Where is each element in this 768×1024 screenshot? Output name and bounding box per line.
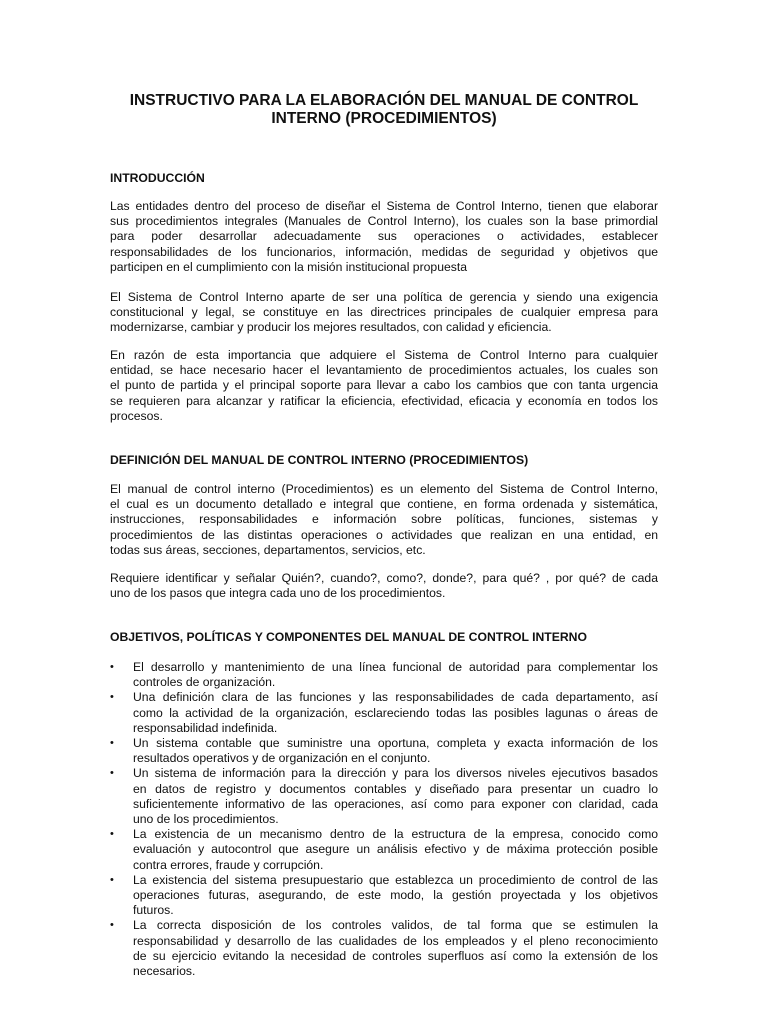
- bullet-icon: •: [110, 737, 114, 750]
- text-line: el cual es un documento detallado e integral que contiene, en forma ordenada y sistemática,: [110, 497, 658, 512]
- text-line: controles de organización.: [133, 675, 276, 690]
- text-line: En razón de esta importancia que adquiere el Sistema de Control Interno para cualquier: [110, 348, 658, 362]
- text-line: Un sistema contable que suministre una oportuna, completa y exacta información de los: [133, 736, 658, 751]
- text-line: en datos de registro y documentos contables y diseñado para presentar un cuadro lo: [133, 781, 658, 796]
- text-line: como la actividad de la organización, esclareciendo todas las posibles lagunas o áreas de: [133, 705, 658, 720]
- text-line: El manual de control interno (Procedimientos) es un elemento del Sistema de Control Interno,: [110, 482, 658, 496]
- text-line: Una definición clara de las funciones y las responsabilidades de cada departamento, así: [133, 690, 658, 705]
- text-line: el punto de partida y el principal soporte para llevar a cabo los cambios que con tanta urgencia: [110, 378, 658, 393]
- text-line: Las entidades dentro del proceso de diseñar el Sistema de Control Interno, tienen que elaborar: [110, 199, 658, 213]
- text-line: participen en el cumplimiento con la misión institucional propuesta: [110, 259, 468, 274]
- list-item: [110, 660, 658, 690]
- text-line: procesos.: [110, 408, 163, 423]
- text-line: sus procedimientos integrales (Manuales de Control Interno), los cuales son la base primordial: [110, 214, 658, 229]
- text-line: Requiere identificar y señalar Quién?, cuando?, como?, donde?, para qué? , por qué? de cada: [110, 571, 658, 585]
- paragraph-definition-2: [110, 571, 658, 601]
- list-item: [110, 736, 658, 766]
- text-line: procedimientos de las distintas operaciones o actividades que realizan en una entidad, en: [110, 527, 658, 542]
- text-line: responsabilidad indefinida.: [133, 720, 278, 735]
- list-item: [110, 766, 658, 827]
- text-line: La correcta disposición de los controles validos, de tal forma que se estimulen la: [133, 918, 658, 933]
- list-item: [110, 873, 658, 919]
- text-line: resultados operativos y de organización en el conjunto.: [133, 751, 431, 766]
- section-heading-introduccion: INTRODUCCIÓN: [110, 171, 205, 185]
- text-line: responsabilidad y desarrollo de las cualidades de los empleados y el pleno reconocimiento: [133, 933, 658, 948]
- text-line: contra errores, fraude y corrupción.: [133, 857, 324, 872]
- text-line: El desarrollo y mantenimiento de una línea funcional de autoridad para complementar los: [133, 660, 658, 674]
- objectives-list: [110, 660, 658, 979]
- paragraph-definition-1: [110, 482, 658, 558]
- text-line: suficientemente informativo de las operaciones, así como para exponer con claridad, cada: [133, 796, 658, 811]
- title-line: INSTRUCTIVO PARA LA ELABORACIÓN DEL MANUAL DE CONTROL: [129, 92, 639, 109]
- text-line: uno de los pasos que integra cada uno de los procedimientos.: [110, 586, 446, 601]
- text-line: El Sistema de Control Interno aparte de ser una política de gerencia y siendo una exigencia: [110, 290, 658, 304]
- text-line: La existencia de un mecanismo dentro de la estructura de la empresa, conocido como: [133, 827, 658, 842]
- text-line: operaciones futuras, asegurando, de este modo, la gestión proyectada y los objetivos: [133, 888, 658, 903]
- list-item: [110, 918, 658, 979]
- bullet-icon: •: [110, 919, 114, 932]
- list-item: [110, 827, 658, 873]
- section-heading-definicion: DEFINICIÓN DEL MANUAL DE CONTROL INTERNO (PROCEDIMIENTOS): [110, 453, 529, 467]
- section-heading-objetivos: OBJETIVOS, POLÍTICAS Y COMPONENTES DEL MANUAL DE CONTROL INTERNO: [110, 630, 587, 644]
- bullet-icon: •: [110, 873, 114, 886]
- text-line: de su ejercicio evitando la necesidad de controles superfluos así como la extensión de los: [133, 948, 658, 963]
- bullet-icon: •: [110, 661, 114, 673]
- bullet-icon: •: [110, 767, 114, 780]
- text-line: evaluación y autocontrol que asegure un análisis efectivo y de máxima protección posible: [133, 842, 658, 857]
- list-item: [110, 690, 658, 736]
- text-line: modernizarse, cambiar y producir los mejores resultados, con calidad y eficiencia.: [110, 320, 552, 335]
- paragraph-intro-2: [110, 290, 658, 336]
- paragraph-intro-1: [110, 199, 658, 275]
- text-line: constitucional y legal, se constituye en las directrices principales de cualquier empresa para: [110, 305, 658, 320]
- text-line: futuros.: [133, 903, 174, 918]
- text-line: para poder desarrollar adecuadamente sus operaciones o actividades, establecer: [110, 229, 658, 244]
- text-line: entidad, se hace necesario hacer el levantamiento de procedimientos actuales, los cuales son: [110, 363, 658, 378]
- document-title: [0, 92, 768, 128]
- bullet-icon: •: [110, 691, 114, 704]
- bullet-icon: •: [110, 828, 114, 841]
- text-line: responsabilidades de los funcionarios, información, medidas de seguridad y objetivos que: [110, 244, 658, 259]
- text-line: todas sus áreas, secciones, departamentos, servicios, etc.: [110, 542, 426, 557]
- text-line: instrucciones, responsabilidades e información sobre políticas, funciones, sistemas y: [110, 512, 658, 527]
- text-line: necesarios.: [133, 964, 196, 979]
- title-line: INTERNO (PROCEDIMIENTOS): [271, 110, 497, 127]
- text-line: La existencia del sistema presupuestario que establezca un procedimiento de control de las: [133, 872, 658, 887]
- text-line: Un sistema de información para la dirección y para los diversos niveles ejecutivos basados: [133, 766, 658, 781]
- paragraph-intro-3: [110, 348, 658, 424]
- text-line: uno de los procedimientos.: [133, 812, 279, 827]
- text-line: se requieren para alcanzar y ratificar la eficiencia, efectividad, eficacia y economía en todos los: [110, 393, 658, 408]
